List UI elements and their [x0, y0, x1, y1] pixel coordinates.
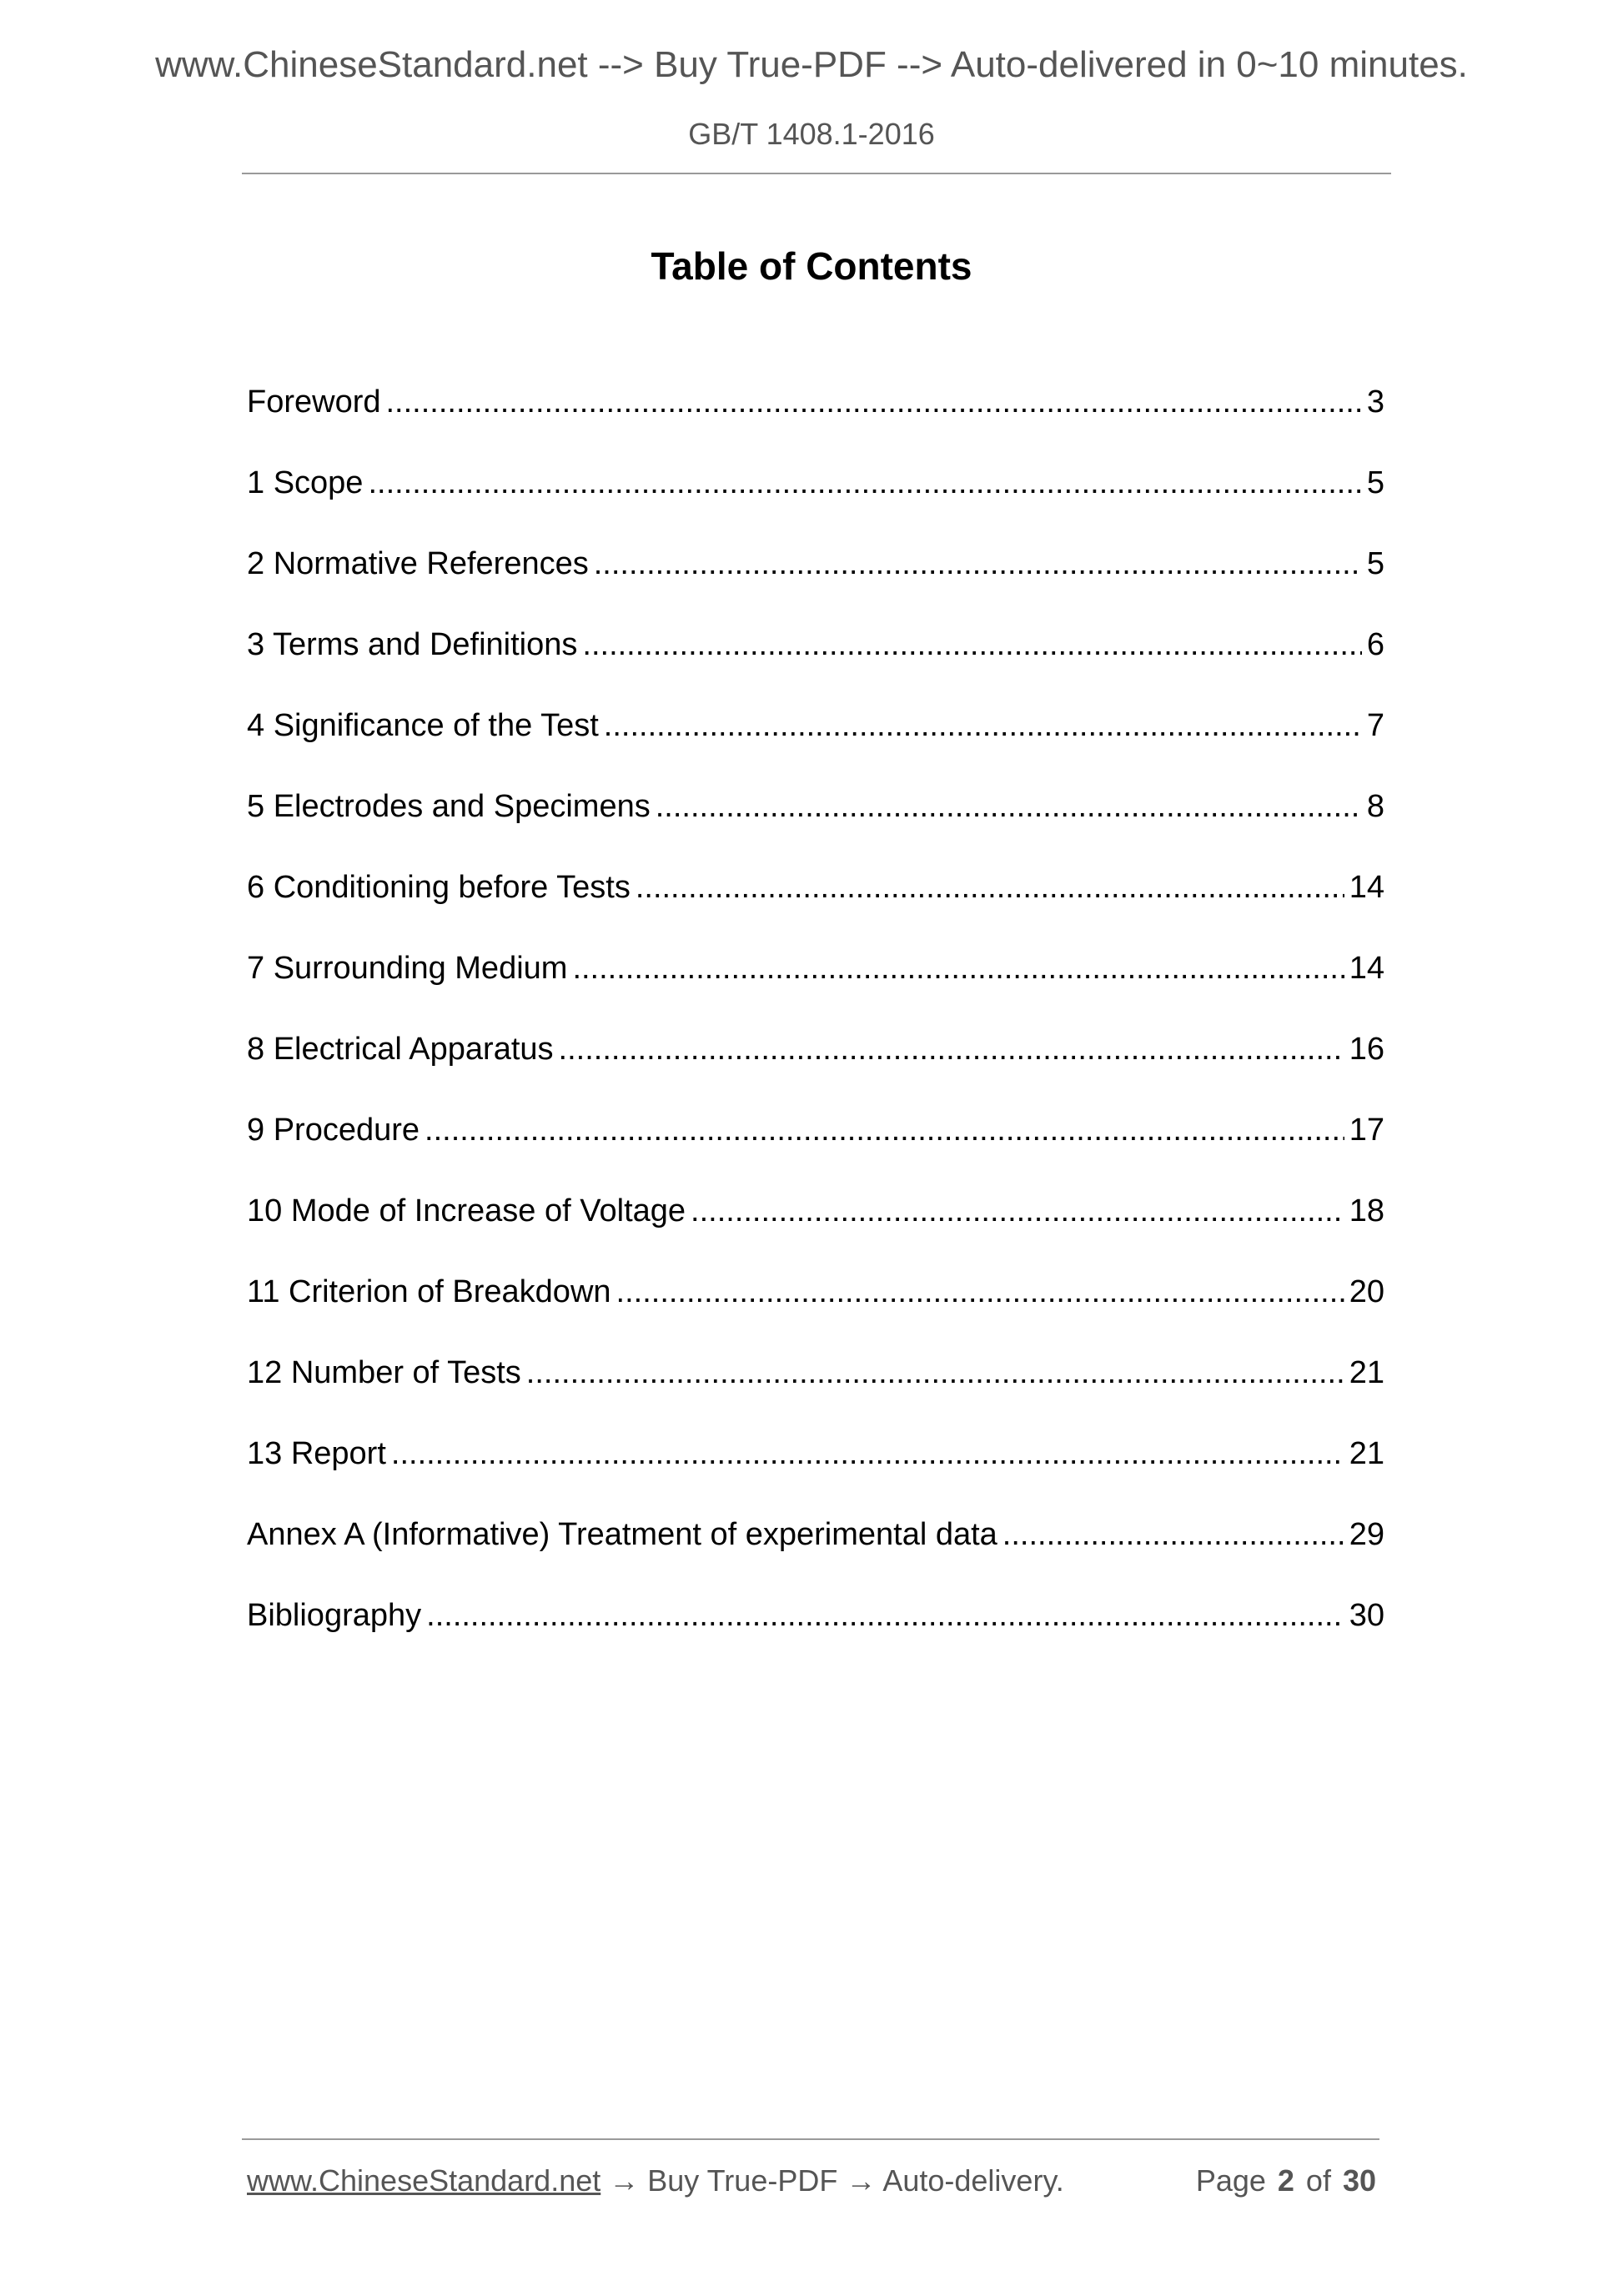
of-word: of [1305, 2163, 1331, 2198]
top-banner: www.ChineseStandard.net --> Buy True-PDF --> Auto-delivered in 0~10 minutes. [155, 44, 1468, 85]
toc-entry-bibliography[interactable] [247, 1590, 1384, 1671]
toc-entry-surrounding-medium[interactable] [247, 943, 1384, 1024]
toc-list [247, 377, 1384, 1671]
toc-entry-scope[interactable] [247, 458, 1384, 539]
toc-entry-label: 6 Conditioning before Tests [247, 870, 631, 905]
toc-entry-label: 9 Procedure [247, 1113, 420, 1148]
toc-dot-leader [636, 862, 1344, 912]
footer-tagline: → Buy True-PDF → Auto-delivery. [609, 2163, 1064, 2198]
toc-entry-label: 3 Terms and Definitions [247, 627, 578, 662]
toc-entry-conditioning-before-tests[interactable] [247, 862, 1384, 943]
toc-dot-leader [691, 1186, 1344, 1236]
toc-entry-criterion-of-breakdown[interactable] [247, 1267, 1384, 1348]
page-word: Page [1195, 2163, 1266, 2198]
toc-entry-page: 16 [1349, 1032, 1384, 1067]
toc-entry-label: 4 Significance of the Test [247, 708, 599, 743]
toc-entry-procedure[interactable] [247, 1105, 1384, 1186]
toc-dot-leader [386, 377, 1362, 427]
toc-entry-label: Bibliography [247, 1598, 422, 1633]
toc-entry-label: 5 Electrodes and Specimens [247, 789, 651, 824]
toc-entry-label: 1 Scope [247, 465, 364, 500]
toc-entry-page: 21 [1349, 1355, 1384, 1390]
toc-entry-label: Annex A (Informative) Treatment of experimental data [247, 1517, 997, 1552]
toc-entry-foreword[interactable] [247, 377, 1384, 458]
current-page-number: 2 [1277, 2163, 1294, 2198]
toc-entry-label: 8 Electrical Apparatus [247, 1032, 554, 1067]
toc-entry-annex-a[interactable] [247, 1510, 1384, 1590]
toc-entry-page: 29 [1349, 1517, 1384, 1552]
toc-entry-page: 6 [1366, 627, 1384, 662]
toc-entry-label: 11 Criterion of Breakdown [247, 1274, 611, 1309]
toc-entry-label: 13 Report [247, 1436, 386, 1471]
toc-dot-leader [391, 1429, 1344, 1479]
toc-entry-label: 12 Number of Tests [247, 1355, 521, 1390]
toc-entry-label: Foreword [247, 384, 381, 420]
toc-entry-page: 3 [1366, 384, 1384, 420]
toc-dot-leader [594, 539, 1362, 589]
toc-dot-leader [582, 620, 1361, 670]
toc-entry-report[interactable] [247, 1429, 1384, 1510]
toc-dot-leader [616, 1267, 1344, 1317]
footer-left [247, 2159, 1064, 2203]
toc-entry-page: 17 [1349, 1113, 1384, 1148]
toc-entry-page: 5 [1366, 546, 1384, 581]
toc-entry-page: 18 [1349, 1193, 1384, 1228]
toc-entry-page: 20 [1349, 1274, 1384, 1309]
toc-dot-leader [559, 1024, 1344, 1074]
total-pages-number: 30 [1342, 2163, 1376, 2198]
toc-dot-leader [604, 701, 1362, 751]
toc-entry-label: 10 Mode of Increase of Voltage [247, 1193, 686, 1228]
toc-entry-terms-and-definitions[interactable] [247, 620, 1384, 701]
toc-entry-label: 7 Surrounding Medium [247, 951, 568, 986]
toc-entry-electrical-apparatus[interactable] [247, 1024, 1384, 1105]
toc-entry-label: 2 Normative References [247, 546, 589, 581]
toc-title: Table of Contents [651, 244, 972, 288]
footer-divider [242, 2138, 1379, 2140]
toc-entry-page: 7 [1366, 708, 1384, 743]
toc-entry-page: 8 [1366, 789, 1384, 824]
toc-dot-leader [425, 1105, 1344, 1155]
page-footer [247, 2159, 1376, 2203]
toc-dot-leader [572, 943, 1344, 993]
header-divider [242, 173, 1391, 174]
toc-entry-normative-references[interactable] [247, 539, 1384, 620]
toc-dot-leader [526, 1348, 1344, 1398]
toc-entry-page: 14 [1349, 870, 1384, 905]
toc-dot-leader [1002, 1510, 1344, 1560]
toc-entry-page: 14 [1349, 951, 1384, 986]
toc-dot-leader [656, 781, 1362, 831]
toc-entry-number-of-tests[interactable] [247, 1348, 1384, 1429]
page-counter [1196, 2159, 1376, 2203]
toc-entry-electrodes-and-specimens[interactable] [247, 781, 1384, 862]
toc-entry-page: 30 [1349, 1598, 1384, 1633]
toc-entry-significance-of-the-test[interactable] [247, 701, 1384, 781]
document-code: GB/T 1408.1-2016 [688, 117, 935, 151]
toc-entry-page: 21 [1349, 1436, 1384, 1471]
toc-dot-leader [368, 458, 1361, 508]
footer-site-link[interactable]: www.ChineseStandard.net [247, 2163, 601, 2198]
toc-entry-page: 5 [1366, 465, 1384, 500]
toc-entry-mode-of-increase-of-voltage[interactable] [247, 1186, 1384, 1267]
toc-dot-leader [426, 1590, 1344, 1640]
